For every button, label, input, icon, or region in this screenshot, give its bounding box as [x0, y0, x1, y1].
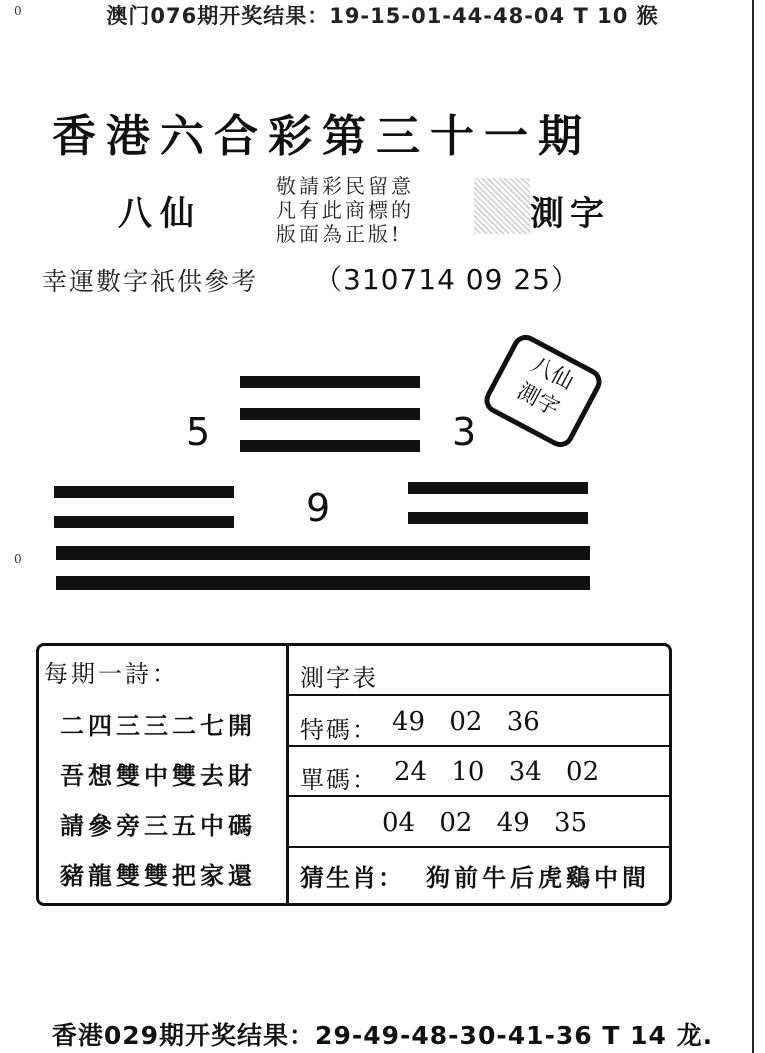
stray-mark-top: 0	[14, 4, 22, 18]
bottom-long-bar-1	[56, 546, 590, 560]
left-trigram-bar-1	[54, 486, 234, 498]
bottom-long-bar-2	[56, 576, 590, 590]
zodiac-label: 猜生肖：	[300, 863, 404, 892]
extra-values: 04 02 49 35	[382, 808, 588, 838]
stray-mark-middle: 0	[14, 552, 22, 566]
page-title: 香港六合彩第三十一期	[52, 111, 592, 162]
brand-right: 測字	[530, 194, 610, 234]
left-number: 5	[186, 410, 211, 454]
poem-line-3: 請參旁三五中碼	[60, 811, 256, 840]
right-trigram-bar-1	[408, 482, 588, 494]
authenticity-notice	[276, 174, 466, 246]
hk-result-footer: 香港029期开奖结果：29-49-48-30-41-36 T 14 龙.	[51, 1021, 714, 1050]
top-trigram-bar-3	[240, 440, 420, 452]
stamp-line-1: 八仙	[526, 352, 578, 396]
special-values: 49 02 36	[392, 707, 540, 737]
notice-line-1: 敬請彩民留意	[276, 174, 414, 198]
center-number: 9	[306, 486, 331, 530]
poem-line-1: 二四三三二七開	[60, 711, 256, 740]
table-title: 測字表	[300, 664, 378, 692]
poem-line-2: 吾想雙中雙去財	[60, 761, 256, 790]
single-values: 24 10 34 02	[394, 757, 600, 787]
right-trigram-bar-2	[408, 512, 588, 524]
lucky-numbers: （310714 09 25）	[314, 263, 580, 296]
notice-line-3: 版面為正版!	[276, 222, 403, 246]
poem-line-4: 豬龍雙雙把家還	[60, 861, 256, 890]
notice-line-2: 凡有此商標的	[276, 198, 414, 222]
brand-left: 八仙	[118, 194, 202, 234]
poem-title: 每期一詩：	[44, 660, 179, 688]
zodiac-values: 狗前牛后虎鷄中間	[426, 863, 650, 892]
right-number: 3	[452, 410, 477, 454]
lucky-numbers-label: 幸運數字祇供參考	[42, 267, 259, 296]
macau-result-header: 澳门076期开奖结果：19-15-01-44-48-04 T 10 猴	[106, 4, 659, 28]
top-trigram-bar-1	[240, 376, 420, 388]
row-divider-2	[289, 745, 670, 747]
smudge-mark	[474, 178, 530, 234]
box-divider	[286, 646, 289, 904]
top-trigram-bar-2	[240, 408, 420, 420]
row-divider-4	[289, 846, 670, 848]
left-trigram-bar-2	[54, 516, 234, 528]
stamp-line-2: 測字	[512, 378, 564, 422]
special-label: 特碼：	[300, 716, 378, 744]
baxian-stamp-logo	[480, 330, 607, 452]
single-label: 單碼：	[300, 766, 378, 794]
row-divider-1	[289, 694, 670, 696]
page-edge-line	[752, 0, 754, 1053]
row-divider-3	[289, 795, 670, 797]
